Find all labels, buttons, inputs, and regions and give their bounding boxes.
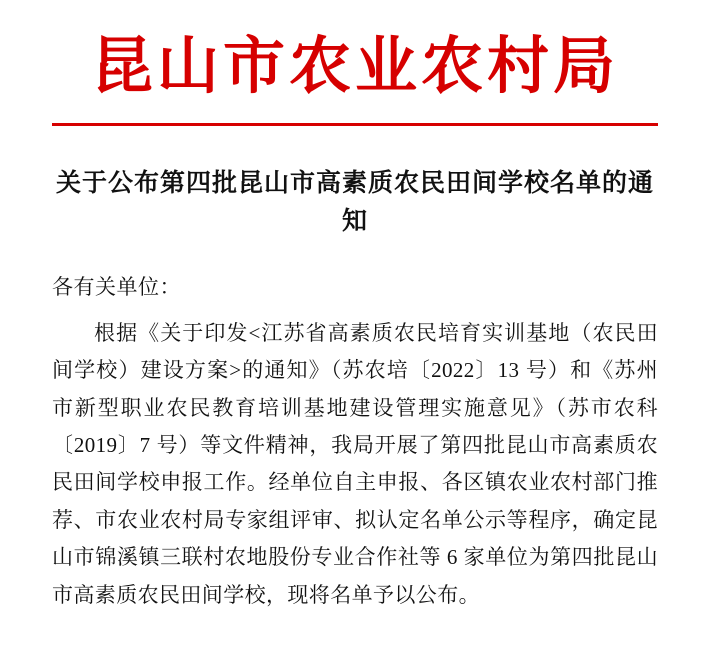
body-paragraph: 根据《关于印发<江苏省高素质农民培育实训基地（农民田间学校）建设方案>的通知》（苏农培〔2022〕13 号）和《苏州市新型职业农民教育培训基地建设管理实施意见》（苏市农科〔2019〕7 号）等文件精神，我局开展了第四批昆山市高素质农民田间学校申报工作。经单位自主申报、各区镇农业农村部门推荐、市农业农村局专家组评审、拟认定名单公示等程序，确定昆山市锦溪镇三联村农地股份专业合作社等 6 家单位为第四批昆山市高素质农民田间学校，现将名单予以公布。 bbox=[52, 320, 658, 607]
document-title: 关于公布第四批昆山市高素质农民田间学校名单的通知 bbox=[55, 168, 654, 235]
salutation: 各有关单位： bbox=[52, 275, 181, 300]
letterhead-divider bbox=[52, 123, 658, 126]
letterhead-title: 昆山市农业农村局 bbox=[90, 29, 619, 102]
document-page bbox=[0, 30, 710, 649]
